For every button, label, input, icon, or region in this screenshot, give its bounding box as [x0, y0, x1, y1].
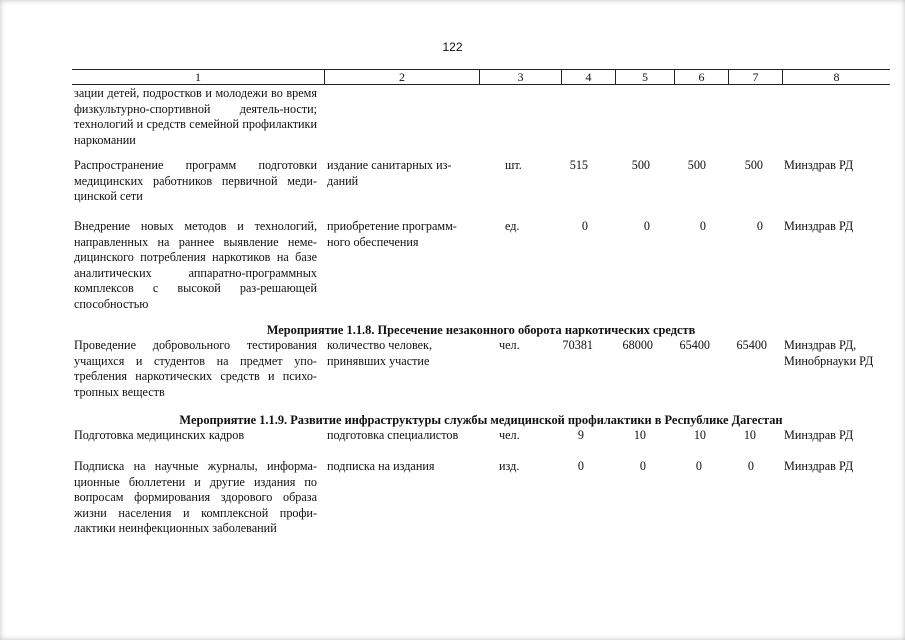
table-row-cell-value-7: 10 — [743, 428, 756, 442]
table-row-cell-unit: шт. — [505, 158, 522, 172]
table-row-cell-value-6: 65400 — [679, 338, 710, 352]
table-row-cell-value-4: 9 — [577, 428, 584, 442]
column-header-2: 2 — [324, 70, 479, 84]
table-row-cell-event: Распространение программ подготовки медицинских работников первичной меди-цинской сети — [74, 158, 317, 204]
table-row-cell-value-5: 0 — [643, 219, 650, 233]
table-row-cell-event: Внедрение новых методов и технологий, направленных на раннее выявление неме-дицинского потребления наркотиков на базе аналитических аппаратно-программных комплексов с высокой раз-решающей способностью — [74, 219, 317, 311]
column-header-5: 5 — [615, 70, 674, 84]
table-row-cell-indicator: подписка на издания — [327, 459, 435, 473]
section-heading-1-1-9: Мероприятие 1.1.9. Развитие инфраструктуры службы медицинской профилактики в Республике Дагестан — [179, 413, 783, 427]
column-header-1: 1 — [195, 70, 201, 84]
column-header-8: 8 — [782, 70, 890, 84]
page-number: 122 — [442, 40, 463, 54]
table-row-cell-event: зации детей, подростков и молодежи во время физкультурно-спортивной деятель-ности; технологий и средств семейной профилактики наркомании — [74, 86, 317, 147]
table-row-cell-unit: изд. — [499, 459, 520, 473]
table-row-cell-executor: Минздрав РД, Минобрнауки РД — [784, 338, 874, 368]
table-row-cell-value-7: 500 — [744, 158, 763, 172]
table-row-cell-value-5: 10 — [633, 428, 646, 442]
table-row-cell-value-4: 515 — [569, 158, 588, 172]
table-row-cell-unit: чел. — [499, 338, 520, 352]
table-row-cell-value-6: 10 — [693, 428, 706, 442]
table-row-cell-indicator: подготовка специалистов — [327, 428, 459, 442]
table-row-cell-indicator: приобретение программ-ного обеспечения — [327, 219, 457, 249]
table-row-cell-executor: Минздрав РД — [784, 428, 854, 442]
table-row-cell-value-6: 0 — [695, 459, 702, 473]
table-row-cell-value-7: 0 — [747, 459, 754, 473]
table-row-cell-value-5: 0 — [639, 459, 646, 473]
table-row-cell-event: Подписка на научные журналы, информа-ционные бюллетени и другие издания по вопросам формирования здорового образа жизни населения и комплексной профи-лактики неинфекционных заболеваний — [74, 459, 317, 536]
table-row-cell-value-7: 65400 — [736, 338, 767, 352]
table-row-cell-value-6: 0 — [699, 219, 706, 233]
table-row-cell-unit: ед. — [505, 219, 520, 233]
table-row-cell-value-4: 70381 — [562, 338, 593, 352]
table-row-cell-value-7: 0 — [756, 219, 763, 233]
column-header-6: 6 — [674, 70, 728, 84]
table-row-cell-value-4: 0 — [581, 219, 588, 233]
table-row-cell-event: Подготовка медицинских кадров — [74, 428, 245, 442]
table-row-cell-value-5: 68000 — [622, 338, 653, 352]
table-row-cell-executor: Минздрав РД — [784, 219, 854, 233]
table-row-cell-value-4: 0 — [577, 459, 584, 473]
table-row-cell-indicator: издание санитарных из-даний — [327, 158, 452, 188]
table-row-cell-value-5: 500 — [631, 158, 650, 172]
column-header-3: 3 — [479, 70, 561, 84]
table-row-cell-event: Проведение добровольного тестирования учащихся и студентов на предмет упо-требления наркотических средств и психо-тропных веществ — [74, 338, 317, 399]
table-row-cell-value-6: 500 — [687, 158, 706, 172]
column-header-4: 4 — [561, 70, 615, 84]
table-row-cell-executor: Минздрав РД — [784, 459, 854, 473]
table-row-cell-executor: Минздрав РД — [784, 158, 854, 172]
column-header-7: 7 — [728, 70, 782, 84]
table-row-cell-unit: чел. — [499, 428, 520, 442]
table-header-row — [72, 69, 890, 85]
section-heading-1-1-8: Мероприятие 1.1.8. Пресечение незаконного оборота наркотических средств — [266, 323, 696, 337]
table-row-cell-indicator: количество человек, принявших участие — [327, 338, 433, 368]
